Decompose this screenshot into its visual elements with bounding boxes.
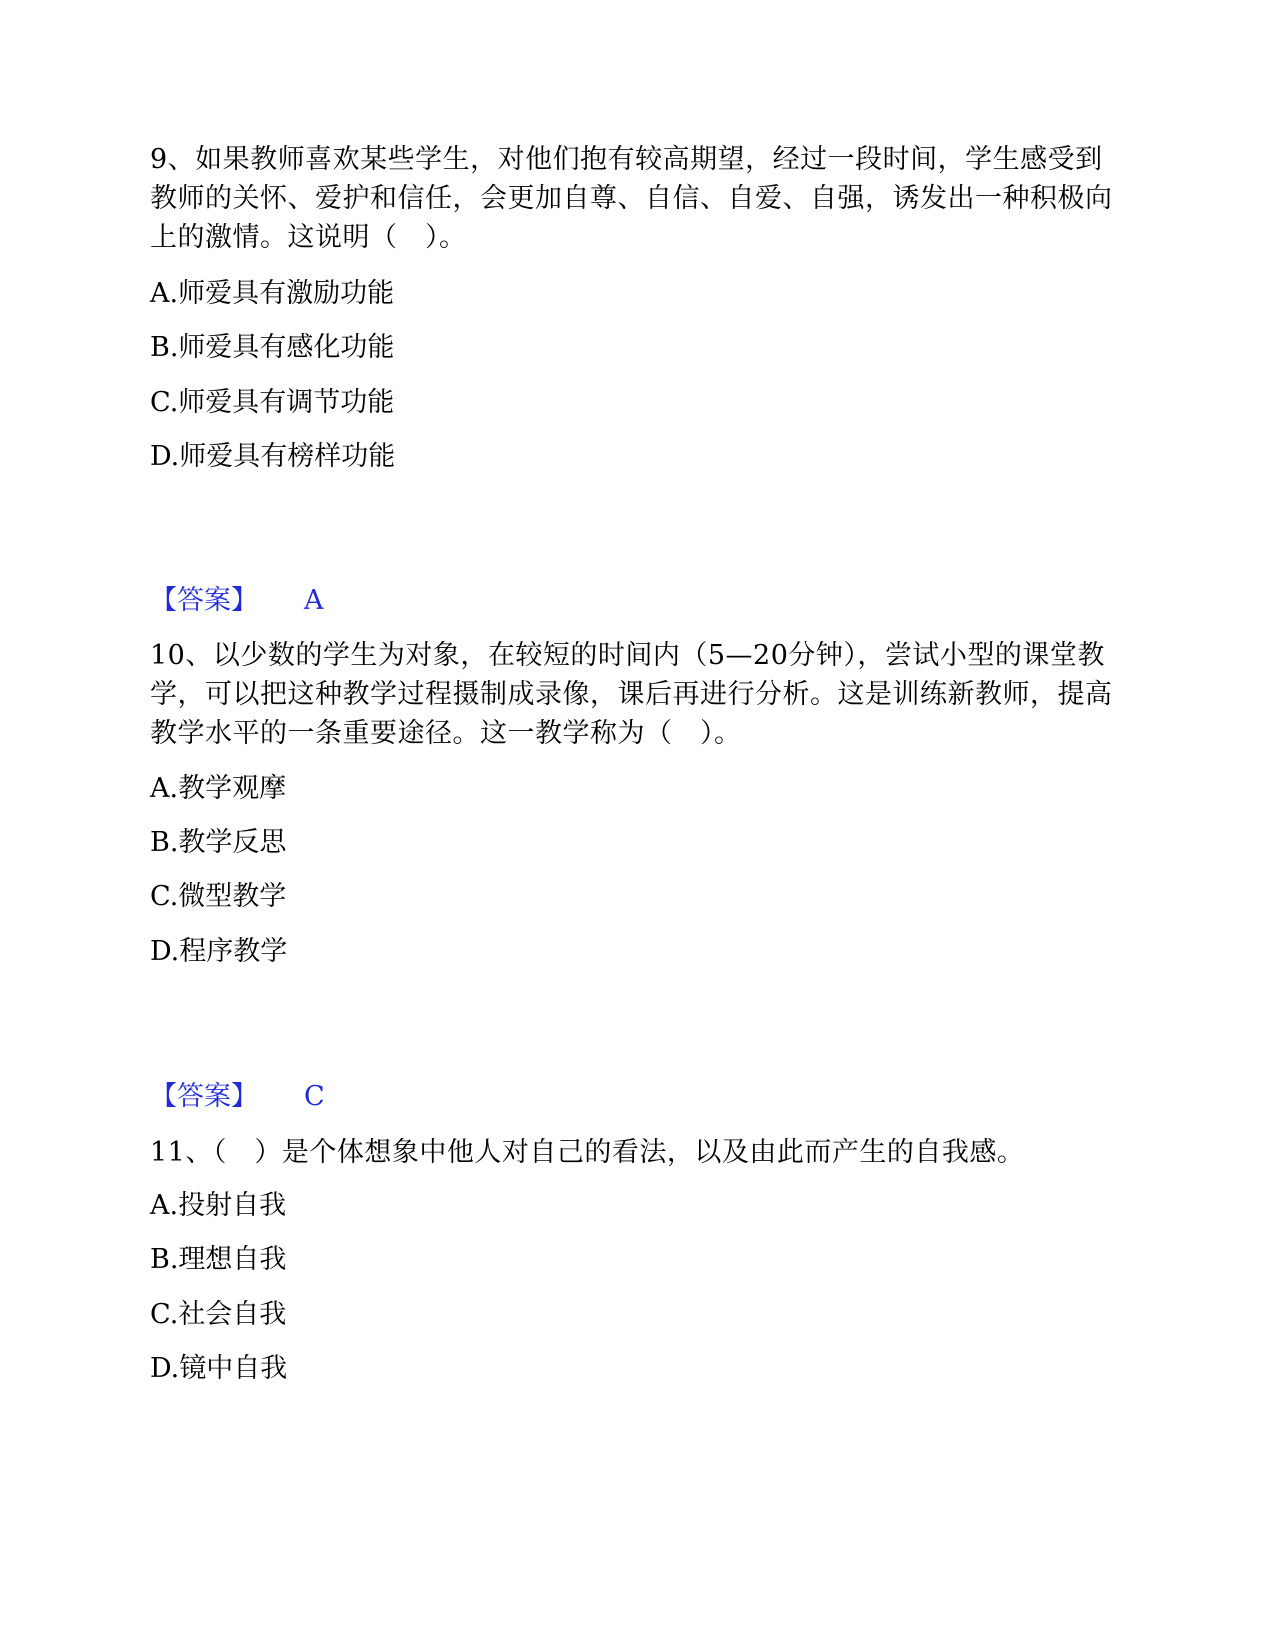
question-11-stem: 11、（ ）是个体想象中他人对自己的看法，以及由此而产生的自我感。 xyxy=(150,1137,1025,1168)
question-9-option-b: B.师爱具有感化功能 xyxy=(150,332,395,363)
question-10-option-c: C.微型教学 xyxy=(150,881,287,912)
answer-value: C xyxy=(304,1081,325,1112)
question-9-stem: 9、如果教师喜欢某些学生，对他们抱有较高期望，经过一段时间，学生感受到教师的关怀、爱护和信任，会更加自尊、自信、自爱、自强，诱发出一种积极向上的激情。这说明（ ）。 xyxy=(150,144,1113,253)
answer-value: A xyxy=(304,585,324,616)
answer-label: 【答案】 xyxy=(150,1081,258,1112)
question-10-option-b: B.教学反思 xyxy=(150,827,287,858)
question-9-option-a: A.师爱具有激励功能 xyxy=(150,278,395,309)
question-9-option-d: D.师爱具有榜样功能 xyxy=(150,441,396,472)
question-10-answer xyxy=(150,1079,325,1115)
answer-label: 【答案】 xyxy=(150,585,258,616)
question-11-option-d: D.镜中自我 xyxy=(150,1353,288,1384)
question-10-stem: 10、以少数的学生为对象，在较短的时间内（5—20分钟），尝试小型的课堂教学，可以把这种教学过程摄制成录像，课后再进行分析。这是训练新教师，提高教学水平的一条重要途径。这一教学称为（ ）。 xyxy=(150,640,1113,749)
question-11-option-c: C.社会自我 xyxy=(150,1299,287,1330)
question-11-option-a: A.投射自我 xyxy=(150,1190,287,1221)
question-9-answer xyxy=(150,583,324,619)
question-10-option-a: A.教学观摩 xyxy=(150,773,287,804)
question-11-option-b: B.理想自我 xyxy=(150,1244,287,1275)
question-10-option-d: D.程序教学 xyxy=(150,936,288,967)
question-9-option-c: C.师爱具有调节功能 xyxy=(150,387,395,418)
